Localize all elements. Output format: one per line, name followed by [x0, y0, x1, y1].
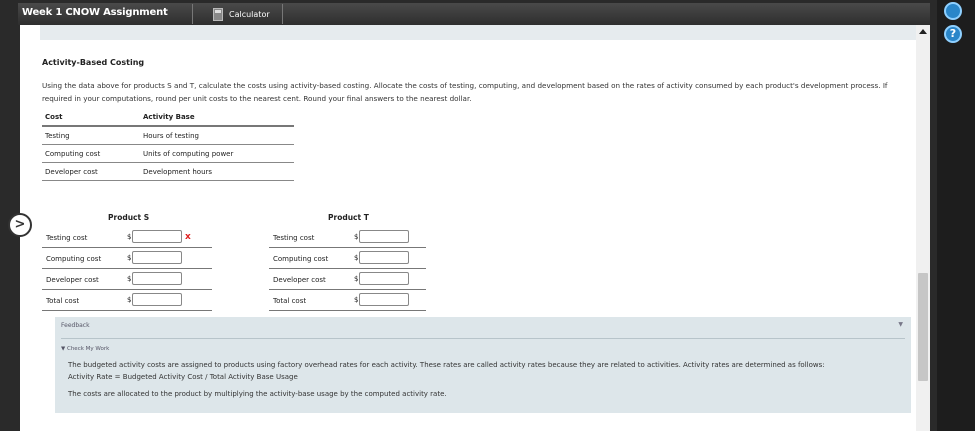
table-header: Cost	[42, 109, 140, 126]
row-label: Developer cost	[273, 276, 326, 284]
product-t-row	[269, 227, 426, 248]
currency-symbol: $	[127, 254, 132, 262]
row-label: Testing cost	[46, 234, 88, 242]
product-s-computing-cost-input[interactable]	[132, 251, 182, 264]
product-s-total-cost-input[interactable]	[132, 293, 182, 306]
currency-symbol: $	[127, 296, 132, 304]
product-s-row	[42, 269, 212, 290]
vertical-scrollbar[interactable]	[916, 25, 930, 431]
table-row	[42, 126, 294, 145]
row-label: Computing cost	[46, 255, 102, 263]
table-cell: Computing cost	[42, 145, 140, 163]
table-cell: Testing	[42, 126, 140, 145]
currency-symbol: $	[354, 275, 359, 283]
table-row	[42, 145, 294, 163]
row-label: Computing cost	[273, 255, 329, 263]
feedback-text: The budgeted activity costs are assigned to products using factory overhead rates for each activity. These rates are called activity rates because they are related to activities. Activity rates are determined as follows:	[68, 361, 825, 369]
table-cell: Developer cost	[42, 163, 140, 181]
currency-symbol: $	[354, 233, 359, 241]
check-my-work-toggle[interactable]: ▼ Check My Work	[61, 346, 110, 352]
table-cell: Hours of testing	[140, 126, 294, 145]
product-t-computing-cost-input[interactable]	[359, 251, 409, 264]
feedback-divider	[61, 338, 905, 339]
feedback-collapse-icon[interactable]: ▼	[898, 321, 903, 328]
right-tool-rail	[937, 0, 975, 431]
help-icon[interactable]: ?	[944, 25, 962, 43]
product-s-row	[42, 227, 212, 248]
refresh-icon[interactable]	[944, 2, 962, 20]
product-s-row	[42, 290, 212, 311]
instructions-text: Using the data above for products S and T, calculate the costs using activity-based costing. Allocate the costs of testing, computing, and development based on the rates of activity consumed by each product's development process. If required in your computations, round per unit costs to the nearest cent. Round your final answers to the nearest dollar.	[42, 81, 888, 103]
product-t-row	[269, 290, 426, 311]
currency-symbol: $	[354, 254, 359, 262]
product-t-row	[269, 269, 426, 290]
product-s-developer-cost-input[interactable]	[132, 272, 182, 285]
product-s-row	[42, 248, 212, 269]
product-s-title: Product S	[108, 213, 150, 222]
product-t-testing-cost-input[interactable]	[359, 230, 409, 243]
row-label: Testing cost	[273, 234, 315, 242]
product-t-row	[269, 248, 426, 269]
calculator-icon	[213, 8, 223, 21]
row-label: Total cost	[46, 297, 80, 305]
calculator-label: Calculator	[229, 10, 270, 19]
assignment-title: Week 1 CNOW Assignment	[22, 7, 168, 18]
feedback-text: The costs are allocated to the product by multiplying the activity-base usage by the computed activity rate.	[68, 390, 447, 398]
expand-panel-icon[interactable]: >	[8, 213, 32, 237]
incorrect-x-icon: x	[185, 232, 191, 242]
feedback-title: Feedback	[61, 322, 90, 329]
currency-symbol: $	[127, 275, 132, 283]
section-heading: Activity-Based Costing	[42, 58, 145, 67]
product-t-title: Product T	[328, 213, 369, 222]
calculator-button[interactable]	[213, 7, 270, 22]
assignment-header-bar	[18, 3, 930, 25]
scroll-up-icon[interactable]	[919, 29, 927, 34]
currency-symbol: $	[354, 296, 359, 304]
header-divider	[282, 4, 283, 24]
feedback-panel	[55, 317, 911, 413]
product-t-total-cost-input[interactable]	[359, 293, 409, 306]
assignment-content	[20, 25, 930, 431]
currency-symbol: $	[127, 233, 132, 241]
scrollbar-thumb[interactable]	[918, 273, 928, 381]
table-row	[42, 163, 294, 181]
header-divider	[192, 4, 193, 24]
row-label: Total cost	[273, 297, 307, 305]
product-s-testing-cost-input[interactable]	[132, 230, 182, 243]
table-cell: Units of computing power	[140, 145, 294, 163]
row-label: Developer cost	[46, 276, 99, 284]
top-banner-strip	[40, 25, 930, 40]
table-header: Activity Base	[140, 109, 294, 126]
product-t-developer-cost-input[interactable]	[359, 272, 409, 285]
activity-base-table	[42, 109, 294, 181]
table-cell: Development hours	[140, 163, 294, 181]
feedback-formula: Activity Rate = Budgeted Activity Cost / Total Activity Base Usage	[68, 373, 298, 381]
